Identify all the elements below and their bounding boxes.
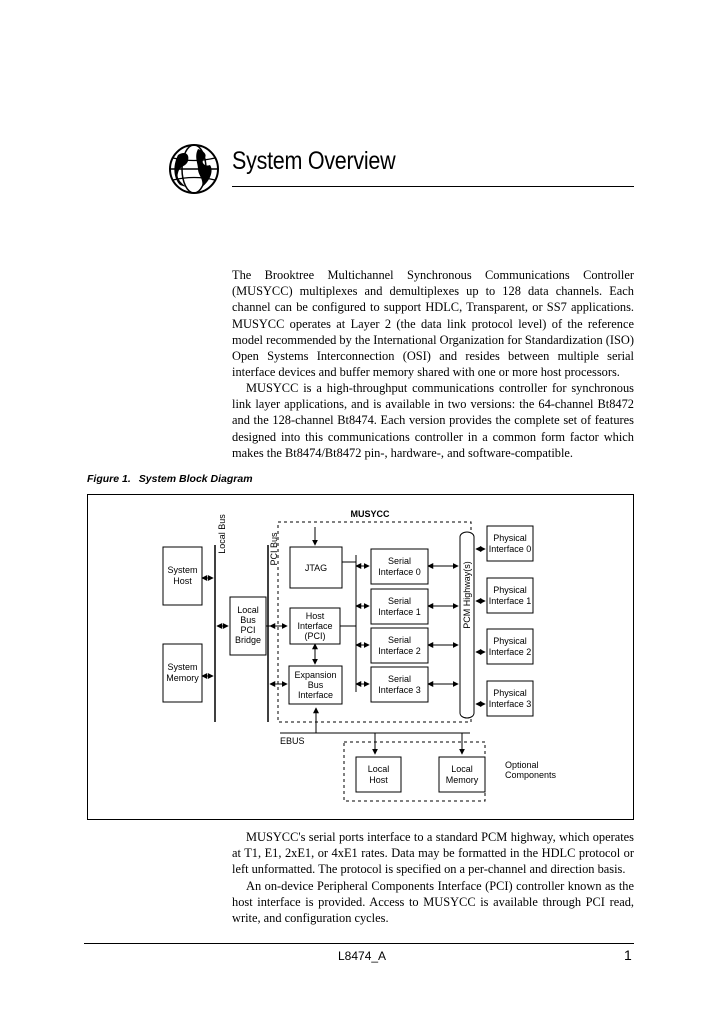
svg-text:Local: Local: [367, 764, 390, 774]
serial-interface-0-block: [371, 549, 428, 584]
paragraph-pci: An on-device Peripheral Components Interface (PCI) controller known as the host interface is provided. Access to MUSYCC is available through PCI read, write, and configuration cycles.: [232, 879, 634, 926]
svg-text:Memory: Memory: [445, 775, 479, 785]
block-diagram: [87, 494, 634, 820]
svg-text:Expansion: Expansion: [294, 670, 337, 680]
globe-icon: [168, 143, 220, 195]
svg-text:Interface 0: Interface 0: [488, 544, 532, 554]
svg-text:Physical: Physical: [493, 636, 527, 646]
physical-interface-1-block: [487, 578, 533, 613]
system-host-block: [163, 547, 202, 605]
svg-text:PCI: PCI: [240, 625, 256, 635]
svg-text:Physical: Physical: [493, 688, 527, 698]
optional-label-2: Components: [505, 770, 557, 780]
svg-text:JTAG: JTAG: [304, 563, 328, 573]
host-interface-block: [290, 608, 340, 644]
svg-text:Local: Local: [451, 764, 473, 774]
svg-text:Serial: Serial: [387, 674, 412, 684]
footer-rule: [84, 943, 634, 944]
local-bus-label: Local Bus: [217, 514, 227, 554]
page-title: System Overview: [232, 147, 396, 175]
jtag-block: [290, 547, 342, 588]
paragraph-serial-ports: MUSYCC's serial ports interface to a standard PCM highway, which operates at T1, E1, 2xE1, or 4xE1 rates. Data may be formatted in the HDLC protocol or left unformatted. The protocol is specified on a per-channel and direction basis.: [232, 830, 634, 877]
pcm-highway-label: PCM Highway(s): [462, 561, 472, 629]
svg-text:Local: Local: [237, 605, 259, 615]
svg-text:Interface 0: Interface 0: [378, 567, 421, 577]
serial-interface-1-block: [371, 589, 428, 624]
svg-text:Bridge: Bridge: [234, 635, 262, 645]
svg-text:Interface 2: Interface 2: [488, 647, 532, 657]
musycc-label: MUSYCC: [350, 509, 390, 519]
svg-text:Host: Host: [173, 576, 192, 586]
serial-interface-3-block: [371, 667, 428, 702]
svg-text:Interface 2: Interface 2: [378, 646, 421, 656]
local-host-block: [356, 757, 401, 792]
svg-text:Interface 1: Interface 1: [378, 607, 421, 617]
system-memory-block: [163, 644, 202, 702]
svg-text:Physical: Physical: [493, 585, 527, 595]
figure-title: System Block Diagram: [138, 473, 253, 485]
svg-text:Serial: Serial: [387, 596, 412, 606]
svg-text:(PCI): (PCI): [304, 631, 326, 641]
svg-text:System: System: [167, 565, 198, 575]
optional-label-1: Optional: [505, 760, 539, 770]
physical-interface-2-block: [487, 629, 533, 664]
paragraph-intro: The Brooktree Multichannel Synchronous Communications Controller (MUSYCC) multiplexes and demultiplexes up to 128 data channels. Each channel can be configured to support HDLC, Transparent, or SS7 applications. MUSYCC operates at Layer 2 (the data link protocol level) of the reference model recommended by the International Organization for Standardization (ISO) Open Systems Interconnection (OSI) and resides between multiple serial interface devices and buffer memory shared with one or more host processors.: [232, 268, 634, 380]
svg-text:Serial: Serial: [387, 635, 412, 645]
svg-text:Physical: Physical: [493, 533, 527, 543]
footer-doc-code: L8474_A: [338, 949, 387, 963]
svg-text:Host: Host: [369, 775, 388, 785]
page-number: 1: [624, 947, 632, 963]
svg-text:Serial: Serial: [387, 556, 412, 566]
svg-text:Interface: Interface: [297, 690, 334, 700]
svg-text:Bus: Bus: [240, 615, 256, 625]
svg-text:Interface 3: Interface 3: [488, 699, 532, 709]
figure-label: Figure 1.: [87, 473, 131, 485]
svg-text:Interface: Interface: [297, 621, 333, 631]
svg-text:Host: Host: [305, 611, 325, 621]
svg-text:Bus: Bus: [307, 680, 324, 690]
svg-text:Memory: Memory: [166, 673, 199, 683]
ebus-label: EBUS: [280, 736, 305, 746]
figure-caption: [87, 473, 253, 485]
bridge-block: [230, 597, 266, 655]
svg-text:Interface 1: Interface 1: [488, 596, 532, 606]
physical-interface-3-block: [487, 681, 533, 716]
svg-text:System: System: [167, 662, 198, 672]
local-memory-block: [439, 757, 485, 792]
paragraph-versions: MUSYCC is a high-throughput communications controller for synchronous link layer applications, and is available in two versions: the 64-channel Bt8472 and the 128-channel Bt8474. Each version provides the complete set of features designed into this communications controller in a common form factor which makes the Bt8474/Bt8472 pin-, hardware-, and software-compatible.: [232, 381, 634, 460]
pci-bus-label: PCI Bus: [269, 532, 279, 566]
physical-interface-0-block: [487, 526, 533, 561]
title-rule: [232, 186, 634, 187]
serial-interface-2-block: [371, 628, 428, 663]
expansion-bus-block: [289, 666, 342, 704]
svg-text:Interface 3: Interface 3: [378, 685, 421, 695]
